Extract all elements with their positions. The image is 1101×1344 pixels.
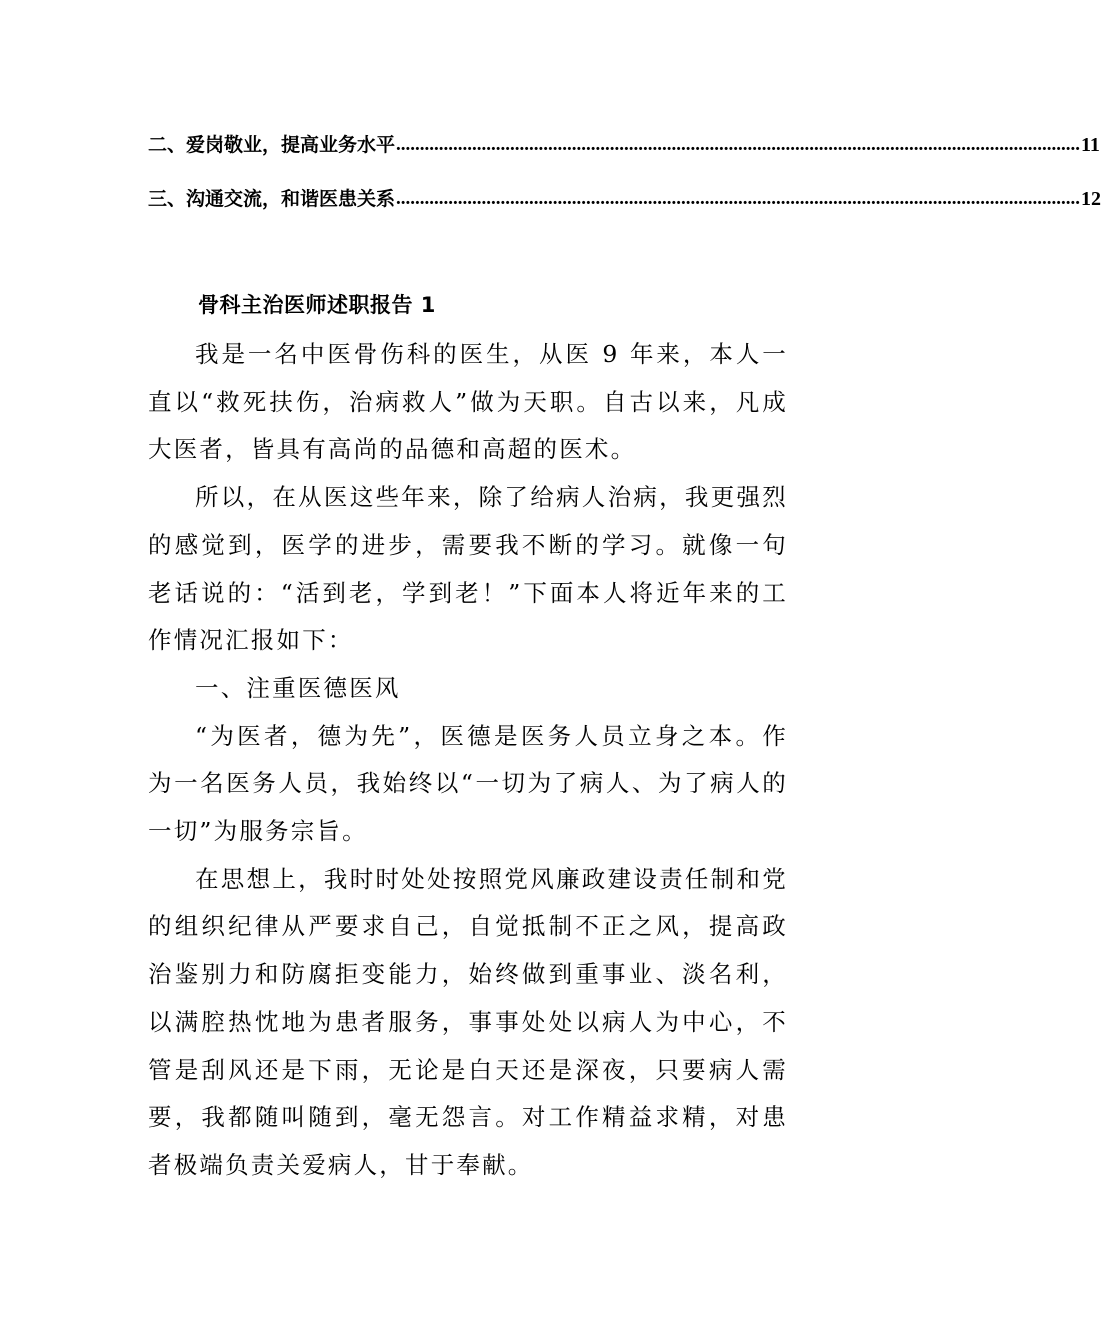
paragraph: 所以，在从医这些年来，除了给病人治病，我更强烈的感觉到，医学的进步，需要我不断的学习。就像一句老话说的：“活到老，学到老！”下面本人将近年来的工作情况汇报如下： xyxy=(148,483,788,655)
toc-leader-dots: ................................................................................................................................................ xyxy=(396,188,1081,209)
toc-entry-title: 三、沟通交流，和谐医患关系 xyxy=(148,188,396,210)
section-subheading: 一、注重医德医风 xyxy=(195,673,401,702)
section-heading: 骨科主治医师述职报告 1 xyxy=(198,293,436,317)
paragraph: 我是一名中医骨伤科的医生，从医 9 年来，本人一直以“救死扶伤，治病救人”做为天职。自古以来，凡成大医者，皆具有高尚的品德和高超的医术。 xyxy=(148,340,788,464)
toc-entry-title: 二、爱岗敬业，提高业务水平 xyxy=(148,134,396,156)
toc-entry-page: 11 xyxy=(1081,134,1100,156)
toc-entry[interactable] xyxy=(148,182,1101,212)
body-text xyxy=(148,331,788,1190)
toc-leader-dots: ................................................................................................................................................ xyxy=(396,134,1081,155)
toc-entry-page: 12 xyxy=(1081,188,1101,210)
toc-entry[interactable] xyxy=(148,128,1100,158)
paragraph: 在思想上，我时时处处按照党风廉政建设责任制和党的组织纪律从严要求自己，自觉抵制不正之风，提高政治鉴别力和防腐拒变能力，始终做到重事业、淡名利，以满腔热忱地为患者服务，事事处处以病人为中心，不管是刮风还是下雨，无论是白天还是深夜，只要病人需要，我都随叫随到，毫无怨言。对工作精益求精，对患者极端负责关爱病人，甘于奉献。 xyxy=(148,864,788,1179)
paragraph: “为医者，德为先”，医德是医务人员立身之本。作为一名医务人员，我始终以“一切为了病人、为了病人的一切”为服务宗旨。 xyxy=(148,721,788,846)
